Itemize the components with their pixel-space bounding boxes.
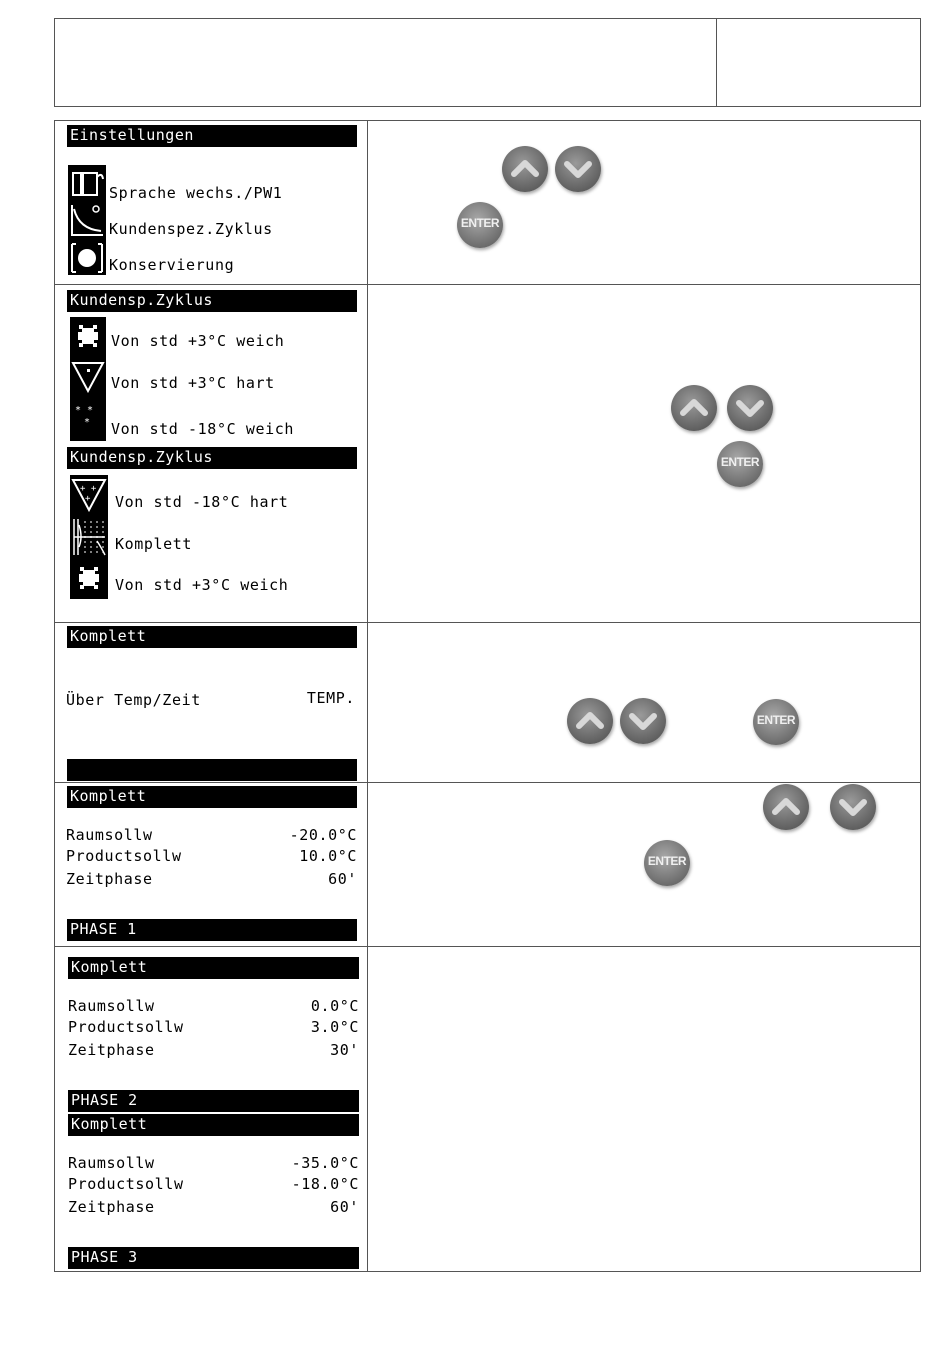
section-komplett-phase-1 [54,782,921,947]
menu-item-komplett[interactable]: Komplett [115,535,193,553]
down-button[interactable] [830,784,876,830]
snowflake-icon [71,319,105,353]
column-divider [367,285,368,623]
menu-item-cycle[interactable]: Von std -18°C weich [111,420,294,438]
triangle-plus-icon [71,477,107,513]
screen-title: Komplett [67,786,357,808]
screen-title: Komplett [68,957,359,979]
param-label: Raumsollw [66,826,153,844]
enter-button[interactable] [753,699,799,745]
param-label: Productsollw [68,1018,184,1036]
section-kundensp-zyklus [54,284,921,623]
menu-item-cycle[interactable]: Von std +3°C hart [111,374,275,392]
phase-footer-2: PHASE 3 [68,1247,359,1269]
chevron-down-icon [727,385,773,431]
param-value[interactable]: 30' [330,1041,359,1059]
column-divider [367,947,368,1271]
section-komplett-option [54,622,921,783]
snow-dots-icon [71,401,105,439]
phase-footer: PHASE 1 [67,919,357,941]
header-side-box [716,18,921,107]
grid-curve-icon [71,517,107,557]
enter-button-label: ENTER [647,854,687,868]
column-divider [367,783,368,947]
up-button[interactable] [763,784,809,830]
screen-title: Komplett [67,626,357,648]
menu-item-cycle[interactable]: Von std +3°C weich [115,576,289,594]
up-button[interactable] [567,698,613,744]
svg-text:* *: * * [75,405,94,416]
option-label: Über Temp/Zeit [66,691,201,709]
param-label: Productsollw [68,1175,184,1193]
down-button[interactable] [727,385,773,431]
param-value[interactable]: 3.0°C [310,1018,359,1036]
param-value[interactable]: 10.0°C [299,847,357,865]
header-title-box [54,18,717,107]
param-label: Raumsollw [68,1154,155,1172]
svg-text:+ +: + + [80,484,97,494]
section-einstellungen [54,120,921,285]
screen-title: Kundensp.Zyklus [67,290,357,312]
column-divider [367,121,368,285]
chevron-up-icon [567,698,613,744]
param-value[interactable]: 0.0°C [310,997,359,1015]
svg-text:*: * [84,417,91,428]
menu-item-sprache[interactable]: Sprache wechs./PW1 [109,184,283,202]
svg-text:+: + [85,494,91,504]
preservation-icon [69,241,105,275]
phase-footer: PHASE 2 [68,1090,359,1112]
down-button[interactable] [620,698,666,744]
up-button[interactable] [671,385,717,431]
menu-item-konservierung[interactable]: Konservierung [109,256,235,274]
chevron-up-icon [502,146,548,192]
param-value[interactable]: -35.0°C [291,1154,359,1172]
enter-button[interactable] [457,202,503,248]
param-label: Zeitphase [68,1198,155,1216]
option-value[interactable]: TEMP. [306,689,355,707]
screen-title-2: Kundensp.Zyklus [67,447,357,469]
enter-button-label: ENTER [720,455,760,469]
param-value[interactable]: 60' [328,870,357,888]
param-label: Zeitphase [66,870,153,888]
enter-button-label: ENTER [756,713,796,727]
param-value[interactable]: 60' [330,1198,359,1216]
chevron-down-icon [620,698,666,744]
screen-title-2: Komplett [68,1114,359,1136]
chevron-up-icon [671,385,717,431]
param-label: Raumsollw [68,997,155,1015]
menu-item-cycle[interactable]: Von std +3°C weich [111,332,285,350]
enter-button-label: ENTER [460,216,500,230]
down-button[interactable] [555,146,601,192]
enter-button[interactable] [717,441,763,487]
menu-item-cycle[interactable]: Von std -18°C hart [115,493,289,511]
chevron-up-icon [763,784,809,830]
status-bar [67,759,357,781]
screen-title: Einstellungen [67,125,357,147]
up-button[interactable] [502,146,548,192]
column-divider [367,623,368,783]
enter-button[interactable] [644,840,690,886]
param-value[interactable]: -20.0°C [289,826,357,844]
snowflake-icon [71,561,107,595]
section-komplett-phase-2-3 [54,946,921,1272]
triangle-snow-icon [71,359,105,395]
menu-item-kundenspez-zyklus[interactable]: Kundenspez.Zyklus [109,220,273,238]
param-label: Zeitphase [68,1041,155,1059]
param-value[interactable]: -18.0°C [291,1175,359,1193]
param-label: Productsollw [66,847,182,865]
chevron-down-icon [830,784,876,830]
refrigerator-settings-icon [69,167,105,201]
cycle-curve-icon [69,203,105,239]
chevron-down-icon [555,146,601,192]
